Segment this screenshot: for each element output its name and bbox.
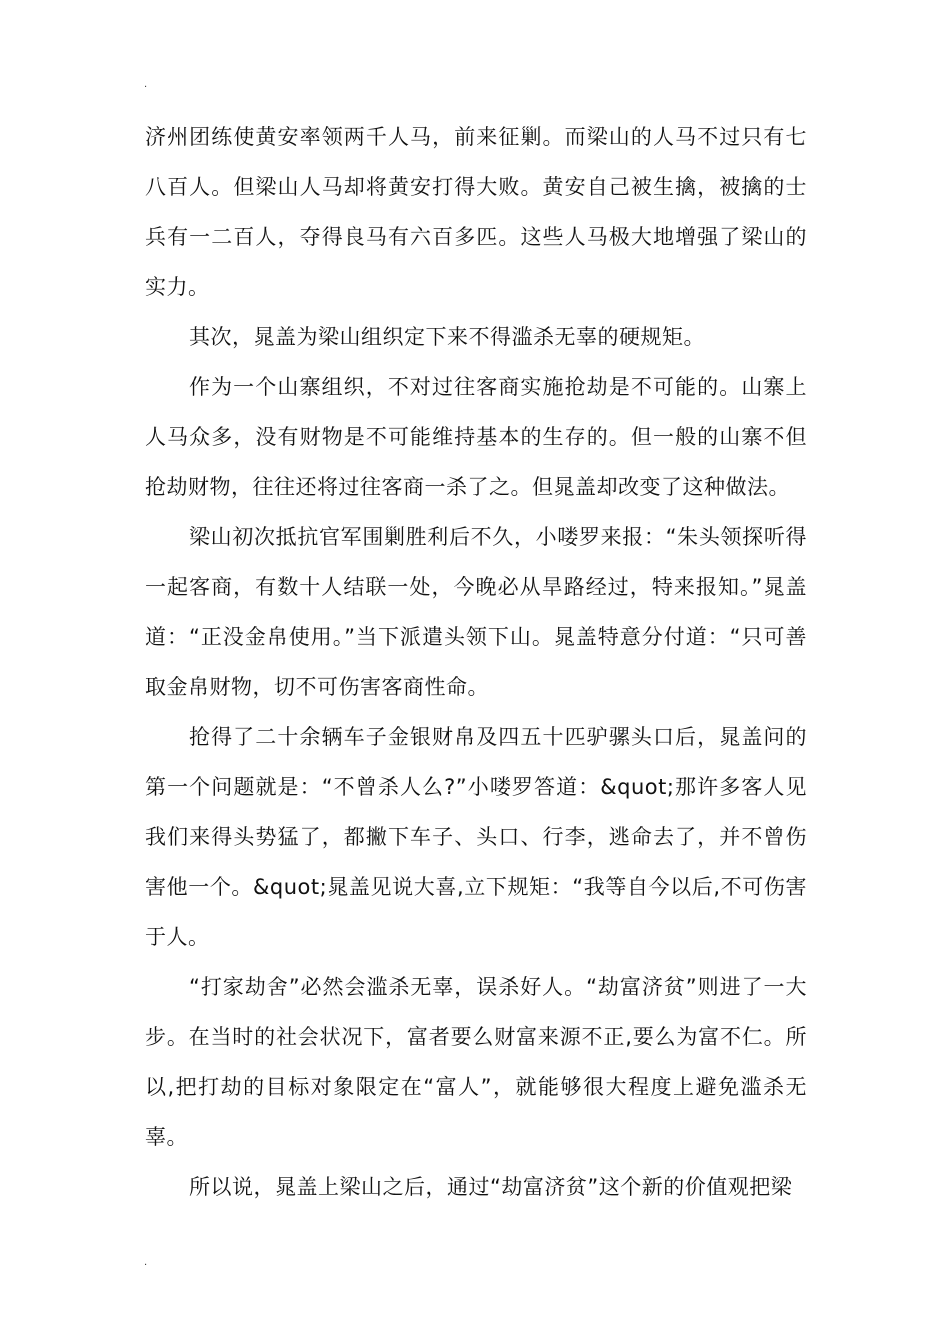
paragraph-continued: 济州团练使黄安率领两千人马，前来征剿。而梁山的人马不过只有七八百人。但梁山人马却将黄安打得大败。黄安自己被生擒，被擒的士兵有一二百人，夺得良马有六百多匹。这些人马极大地增强了梁山的实力。 <box>145 125 807 299</box>
paragraph: 抢得了二十余辆车子金银财帛及四五十匹驴骡头口后，晁盖问的第一个问题就是：“不曾杀人么?”小喽罗答道：&quot;那许多客人见我们来得头势猛了，都撇下车子、头口、行李，逃命去了，并不曾伤害他一个。&quot;晁盖见说大喜,立下规矩：“我等自今以后,不可伤害于人。 <box>145 725 807 949</box>
bottom-page-marker: . <box>144 1257 148 1268</box>
paragraph: 作为一个山寨组织，不对过往客商实施抢劫是不可能的。山寨上人马众多，没有财物是不可能维持基本的生存的。但一般的山寨不但抢劫财物，往往还将过往客商一杀了之。但晁盖却改变了这种做法。 <box>145 375 807 499</box>
paragraph: 其次，晁盖为梁山组织定下来不得滥杀无辜的硬规矩。 <box>189 325 705 349</box>
paragraph: 梁山初次抵抗官军围剿胜利后不久，小喽罗来报：“朱头领探听得一起客商，有数十人结联一处，今晚必从旱路经过，特来报知。”晁盖道：“正没金帛使用。”当下派遣头领下山。晁盖特意分付道：“只可善取金帛财物，切不可伤害客商性命。 <box>145 525 807 699</box>
paragraph: “打家劫舍”必然会滥杀无辜，误杀好人。“劫富济贫”则进了一大步。在当时的社会状况下，富者要么财富来源不正,要么为富不仁。所以,把打劫的目标对象限定在“富人”，就能够很大程度上避免滥杀无辜。 <box>145 975 807 1149</box>
paragraph: 所以说，晁盖上梁山之后，通过“劫富济贫”这个新的价值观把梁 <box>189 1175 793 1199</box>
top-page-marker: . <box>144 79 148 90</box>
body-text <box>145 112 807 1212</box>
